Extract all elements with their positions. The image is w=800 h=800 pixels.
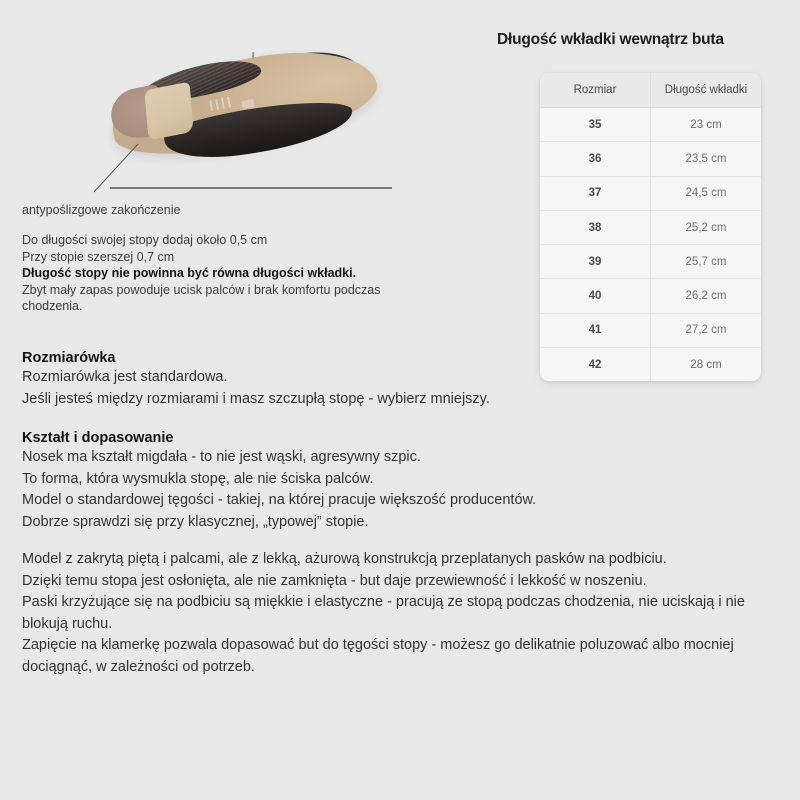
cell-size: 40 bbox=[540, 279, 651, 313]
cell-size: 39 bbox=[540, 245, 651, 279]
table-row bbox=[540, 313, 761, 347]
section-shape bbox=[22, 430, 782, 533]
shoe-sole-figure bbox=[86, 46, 386, 166]
shoe-sole-photo bbox=[86, 46, 386, 166]
cell-insole-length: 27,2 cm bbox=[651, 313, 762, 347]
cell-size: 41 bbox=[540, 313, 651, 347]
section-sizing-line-2: Jeśli jesteś między rozmiarami i masz szczupłą stopę - wybierz mniejszy. bbox=[22, 390, 490, 407]
section-sizing-line-1: Rozmiarówka jest standardowa. bbox=[22, 369, 228, 385]
section-sizing-heading: Rozmiarówka bbox=[22, 350, 116, 366]
section-sizing bbox=[22, 350, 782, 410]
size-table-body bbox=[540, 108, 761, 382]
column-header-size: Rozmiar bbox=[540, 73, 651, 108]
note-line-2: Przy stopie szerszej 0,7 cm bbox=[22, 249, 175, 264]
section-shape-line-4: Dobrze sprawdzi się przy klasycznej, „typowej” stopie. bbox=[22, 513, 369, 530]
cell-insole-length: 26,2 cm bbox=[651, 279, 762, 313]
section-shape-line-2: To forma, która wysmukla stopę, ale nie ściska palców. bbox=[22, 470, 374, 487]
section-shape-line-1: Nosek ma kształt migdała - to nie jest wąski, agresywny szpic. bbox=[22, 449, 421, 465]
cell-size: 38 bbox=[540, 210, 651, 244]
size-table-title: Długość wkładki wewnątrz buta bbox=[497, 31, 724, 48]
table-row bbox=[540, 279, 761, 313]
shoe-heel-block bbox=[144, 82, 194, 141]
section-shape-line-3: Model o standardowej tęgości - takiej, na której pracuje większość producentów. bbox=[22, 492, 537, 508]
cell-insole-length: 25,7 cm bbox=[651, 245, 762, 279]
size-table bbox=[540, 73, 761, 381]
section-construction-line-1: Model z zakrytą piętą i palcami, ale z lekką, ażurową konstrukcją przeplatanych pasków na podbiciu. bbox=[22, 551, 667, 567]
cell-insole-length: 23 cm bbox=[651, 108, 762, 142]
section-shape-heading: Kształt i dopasowanie bbox=[22, 430, 174, 446]
table-row bbox=[540, 245, 761, 279]
cell-insole-length: 25,2 cm bbox=[651, 210, 762, 244]
column-header-insole-length: Długość wkładki bbox=[651, 73, 762, 108]
cell-size: 37 bbox=[540, 176, 651, 210]
measuring-notes bbox=[22, 232, 442, 315]
cell-size: 35 bbox=[540, 108, 651, 142]
size-table-head bbox=[540, 73, 761, 108]
table-row bbox=[540, 210, 761, 244]
note-line-1: Do długości swojej stopy dodaj około 0,5 cm bbox=[22, 233, 268, 247]
table-row bbox=[540, 108, 761, 142]
note-line-4: Zbyt mały zapas powoduje ucisk palców i brak komfortu podczas chodzenia. bbox=[22, 282, 381, 313]
section-construction bbox=[22, 549, 782, 678]
size-table-card bbox=[540, 73, 761, 381]
section-construction-line-3: Paski krzyżujące się na podbiciu są miękkie i elastyczne - pracują ze stopą podczas chodzenia, nie uciskają i nie blokują ruchu. bbox=[22, 594, 745, 632]
cell-insole-length: 28 cm bbox=[651, 348, 762, 382]
figure-caption: antypoślizgowe zakończenie bbox=[22, 203, 181, 217]
note-line-3-emphasis: Długość stopy nie powinna być równa długości wkładki. bbox=[22, 266, 357, 280]
cell-size: 36 bbox=[540, 142, 651, 176]
table-row bbox=[540, 176, 761, 210]
cell-insole-length: 24,5 cm bbox=[651, 176, 762, 210]
section-construction-line-2: Dzięki temu stopa jest osłonięta, ale nie zamknięta - but daje przewiewność i lekkość w noszeniu. bbox=[22, 572, 647, 589]
table-header-row bbox=[540, 73, 761, 108]
figure-divider bbox=[110, 187, 392, 189]
cell-insole-length: 23,5 cm bbox=[651, 142, 762, 176]
section-construction-line-4: Zapięcie na klamerkę pozwala dopasować but do tęgości stopy - możesz go delikatnie poluzować albo mocniej dociągnąć, w zależności od potrzeb. bbox=[22, 637, 734, 675]
cell-size: 42 bbox=[540, 348, 651, 382]
table-row bbox=[540, 142, 761, 176]
